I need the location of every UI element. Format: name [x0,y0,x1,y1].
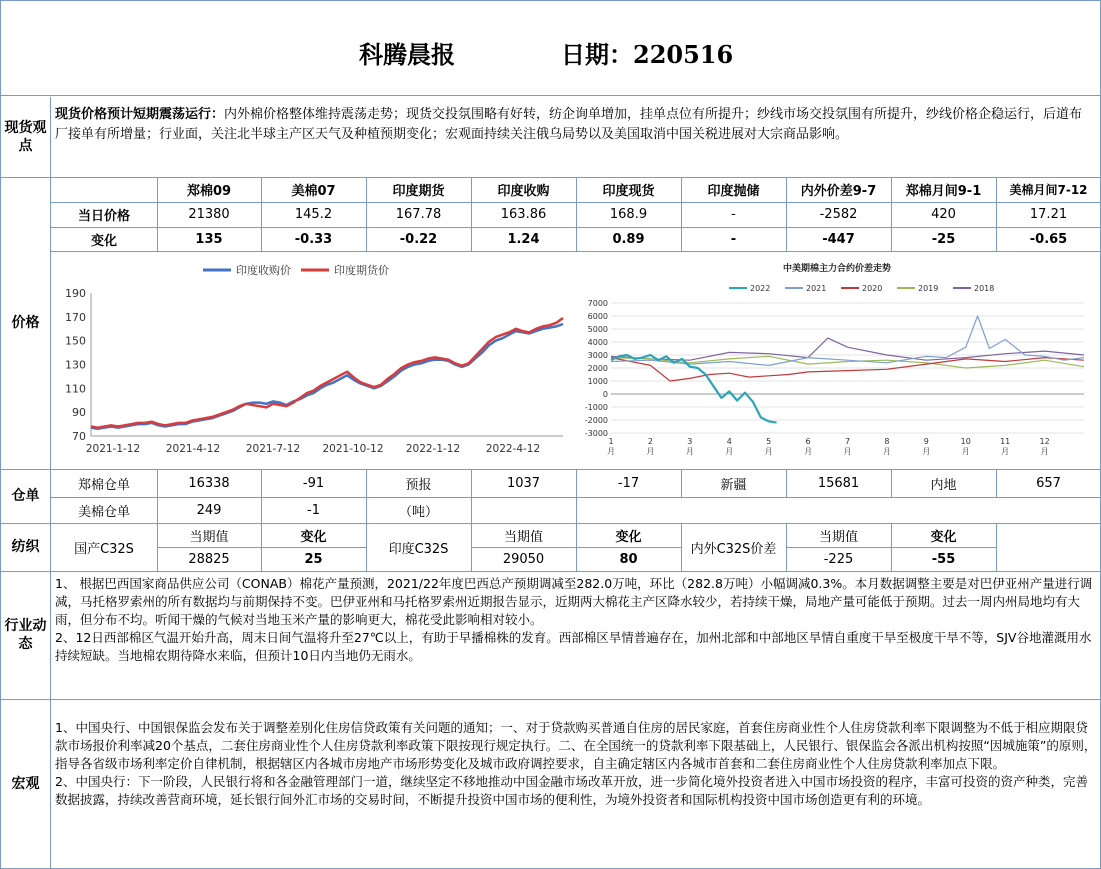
price-header: 印度期货 [392,184,445,199]
y-tick-label: 110 [65,382,86,396]
series-line-2022 [611,355,777,423]
industry-paragraph-1: 1、 根据巴西国家商品供应公司（CONAB）棉花产量预测，2021/22年度巴西总产预期调减至282.0万吨，环比（282.8万吨）小幅调减0.3%。本月数据调整主要是对巴伊亚州产量进行调减，马托格罗索州的所有数据均与前期保持不变。巴伊亚州和马托格罗索州近期报告显示，近期两大棉花主产区降水较少，若持续干燥，局地产量可能低于预期。过去一周内州局地均有大雨，但分布不均。听闻干燥的气候对当地玉米产量的影响更大，棉花受此影响相对较小。 [55,576,1093,627]
warehouse-cell: -17 [617,475,640,491]
textile-cur-header: 当期值 [503,529,543,545]
x-tick-label: 9 [923,437,929,446]
price-value: 163.86 [500,207,547,222]
x-tick-label: 月 [804,447,813,456]
y-tick-label: 130 [65,358,86,372]
price-row-label: 当日价格 [77,209,130,224]
warehouse-cell: 预报 [405,477,432,493]
price-change: 0.89 [612,231,645,247]
industry-text [55,575,1097,665]
price-header: 印度收购 [497,184,550,199]
y-tick-label: 2000 [587,364,608,373]
textile-cur-header: 当期值 [189,529,229,545]
x-tick-label: 2022-4-12 [485,443,541,455]
report-title: 科腾晨报 [359,40,455,69]
textile-change: 25 [304,551,323,567]
x-tick-label: 11 [1000,437,1011,446]
legend-label: 2019 [918,284,939,293]
textile-chg-header: 变化 [930,529,957,545]
industry-label: 行业动态 [1,571,51,699]
warehouse-cell: （吨） [398,504,438,520]
y-tick-label: 70 [72,430,86,443]
macro-paragraph-1: 1、中国央行、中国银保监会发布关于调整差别化住房信贷政策有关问题的通知；一、对于贷款购买普通自住房的居民家庭，首套住房商业性个人住房贷款利率下限调整为不低于相应期限贷款市场报价利率减20个基点，二套住房商业性个人住房贷款利率政策下限按现行规定执行。二、在全国统一的贷款利率下限基础上，人民银行、银保监会各派出机构按照“因城施策”的原则，指导各省级市场利率定价自律机制，根据辖区内各城市房地产市场形势变化及城市政府调控要求，自主确定辖区内各城市首套和二套住房商业性个人住房贷款利率加点下限。 [55,720,1097,771]
x-tick-label: 3 [687,437,693,446]
divider [51,251,1101,252]
spread-chart-svg [579,255,1099,467]
price-header: 印度抛储 [707,184,760,199]
x-tick-label: 月 [607,447,615,456]
macro-paragraph-2: 2、中国央行：下一阶段，人民银行将和各金融管理部门一道，继续坚定不移地推动中国金融市场改革开放，进一步简化境外投资者进入中国市场投资的程序，丰富可投资的资产种类，完善数据披露，持续改善营商环境，延长银行间外汇市场的交易时间，不断提升投资中国市场的便利性，为境外投资者和国际机构投资中国市场创造更有利的环境。 [55,774,1088,807]
x-tick-label: 4 [726,437,732,446]
spot-body: 内外棉价格整体维持震荡走势；现货交投氛围略有好转，纺企询单增加，挂单点位有所提升；纱线市场交投氛围有所提升，纱线价格企稳运行，后道布厂接单有所增量；行业面，关注北半球主产区天气及种植预期变化；宏观面持续关注俄乌局势以及美国取消中国关税进展对大宗商品影响。 [55,107,1083,142]
textile-change: 80 [619,551,638,567]
price-change: -25 [931,231,956,247]
series-line-india-futures [91,318,563,428]
price-change: - [730,231,737,247]
x-tick-label: 月 [725,447,734,456]
warehouse-cell: 1037 [506,475,541,491]
price-header: 内外价差9-7 [800,184,877,199]
x-tick-label: 2021-1-12 [85,443,141,455]
textile-value: 28825 [188,551,230,567]
price-change: 1.24 [507,231,540,247]
spot-label: 现货观点 [1,97,51,177]
x-tick-label: 5 [766,437,772,446]
warehouse-cell: 249 [196,502,222,518]
price-header: 印度现货 [602,184,655,199]
chart-title: 中美期棉主力合约价差走势 [782,264,892,274]
warehouse-cell: -91 [302,475,325,491]
textile-value: 29050 [502,551,545,567]
x-tick-label: 2 [647,437,653,446]
price-header: 美棉07 [291,184,336,199]
price-value: 21380 [188,207,230,222]
y-tick-label: -3000 [584,429,608,438]
series-line-2018 [611,338,1084,360]
legend-label: 2020 [862,284,883,293]
price-change: -0.33 [294,231,333,247]
y-tick-label: -1000 [584,403,608,412]
price-value: 420 [931,207,956,222]
y-tick-label: 7000 [587,299,608,308]
warehouse-cell: 内地 [930,477,957,493]
india-price-chart [53,253,571,467]
x-tick-label: 12 [1039,437,1050,446]
legend-label: 印度期货价 [334,264,389,277]
textile-label: 纺织 [1,523,51,571]
price-value: 17.21 [1029,207,1068,222]
textile-cur-header: 当期值 [818,529,858,545]
warehouse-cell: 郑棉仓单 [77,477,130,493]
textile-value: -225 [823,551,854,567]
x-tick-label: 2021-4-12 [165,443,221,455]
x-tick-label: 10 [960,437,971,446]
price-change: -447 [822,231,855,247]
y-tick-label: 3000 [587,351,608,360]
price-change: -0.22 [399,231,438,247]
price-header: 美棉月间7-12 [1009,183,1088,197]
y-tick-label: 1000 [587,377,608,386]
x-tick-label: 月 [764,447,773,456]
x-tick-label: 月 [646,447,655,456]
x-tick-label: 月 [961,447,970,456]
price-value: 167.78 [395,207,442,222]
textile-name: 印度C32S [388,541,449,557]
legend-label: 2022 [750,284,771,293]
y-tick-label: 6000 [587,312,608,321]
price-value: -2582 [819,207,858,222]
x-tick-label: 7 [844,437,851,446]
y-tick-label: 150 [65,334,86,348]
textile-chg-header: 变化 [615,529,642,545]
macro-label: 宏观 [1,699,51,869]
warehouse-cell: -1 [307,502,320,518]
y-tick-label: 90 [72,406,86,420]
x-tick-label: 2021-7-12 [245,443,301,455]
textile-name: 内外C32S价差 [690,541,777,557]
macro-text [55,719,1097,809]
price-value: - [731,207,736,222]
warehouse-cell: 新疆 [720,477,747,493]
legend-label: 印度收购价 [236,264,291,277]
textile-change: -55 [931,551,956,567]
spread-chart [579,255,1099,467]
y-tick-label: 190 [65,287,86,300]
x-tick-label: 月 [1001,447,1010,456]
price-label: 价格 [1,177,51,469]
price-change: 135 [195,231,223,247]
y-tick-label: 170 [65,310,86,324]
y-tick-label: 0 [602,390,608,399]
x-tick-label: 月 [843,447,852,456]
textile-chg-header: 变化 [300,529,327,545]
y-tick-label: 5000 [587,325,608,334]
warehouse-cell: 美棉仓单 [77,504,130,520]
legend-label: 2021 [806,284,827,293]
industry-paragraph-2: 2、12日西部棉区气温开始升高，周末日间气温将升至27℃以上，有助于早播棉株的发育。西部棉区旱情普遍存在，加州北部和中部地区旱情自重度干旱至极度干旱不等，SJV谷地灌溉用水持续短缺。当地棉农期待降水来临，但预计10日内当地仍无雨水。 [55,630,1092,663]
india-price-chart-svg [53,253,571,467]
x-tick-label: 2022-1-12 [405,443,461,455]
price-row-label: 变化 [90,233,117,249]
price-change: -0.65 [1029,231,1068,247]
x-tick-label: 2021-10-12 [322,443,384,455]
price-header: 郑棉月间9-1 [905,184,982,199]
x-tick-label: 6 [805,437,811,446]
divider [1,699,1101,700]
x-tick-label: 月 [882,447,891,456]
divider [996,523,997,571]
x-tick-label: 8 [884,437,890,446]
x-tick-label: 月 [922,447,931,456]
spot-text [55,105,1095,145]
textile-name: 国产C32S [74,541,134,557]
x-tick-label: 月 [1040,447,1049,456]
x-tick-label: 月 [685,447,694,456]
report-date: 日期：220516 [561,40,734,69]
y-tick-label: 4000 [587,338,608,347]
y-tick-label: -2000 [584,416,608,425]
price-header: 郑棉09 [186,184,232,199]
divider [1,571,1101,572]
price-value: 168.9 [609,207,648,222]
legend-label: 2018 [974,284,995,293]
warehouse-label: 仓单 [1,469,51,523]
price-value: 145.2 [294,207,333,222]
x-tick-label: 1 [608,437,614,446]
warehouse-cell: 657 [1036,475,1061,491]
warehouse-cell: 16338 [188,475,230,491]
warehouse-cell: 15681 [817,475,860,491]
spot-headline: 现货价格预计短期震荡运行： [55,107,225,122]
report-header [1,1,1101,96]
